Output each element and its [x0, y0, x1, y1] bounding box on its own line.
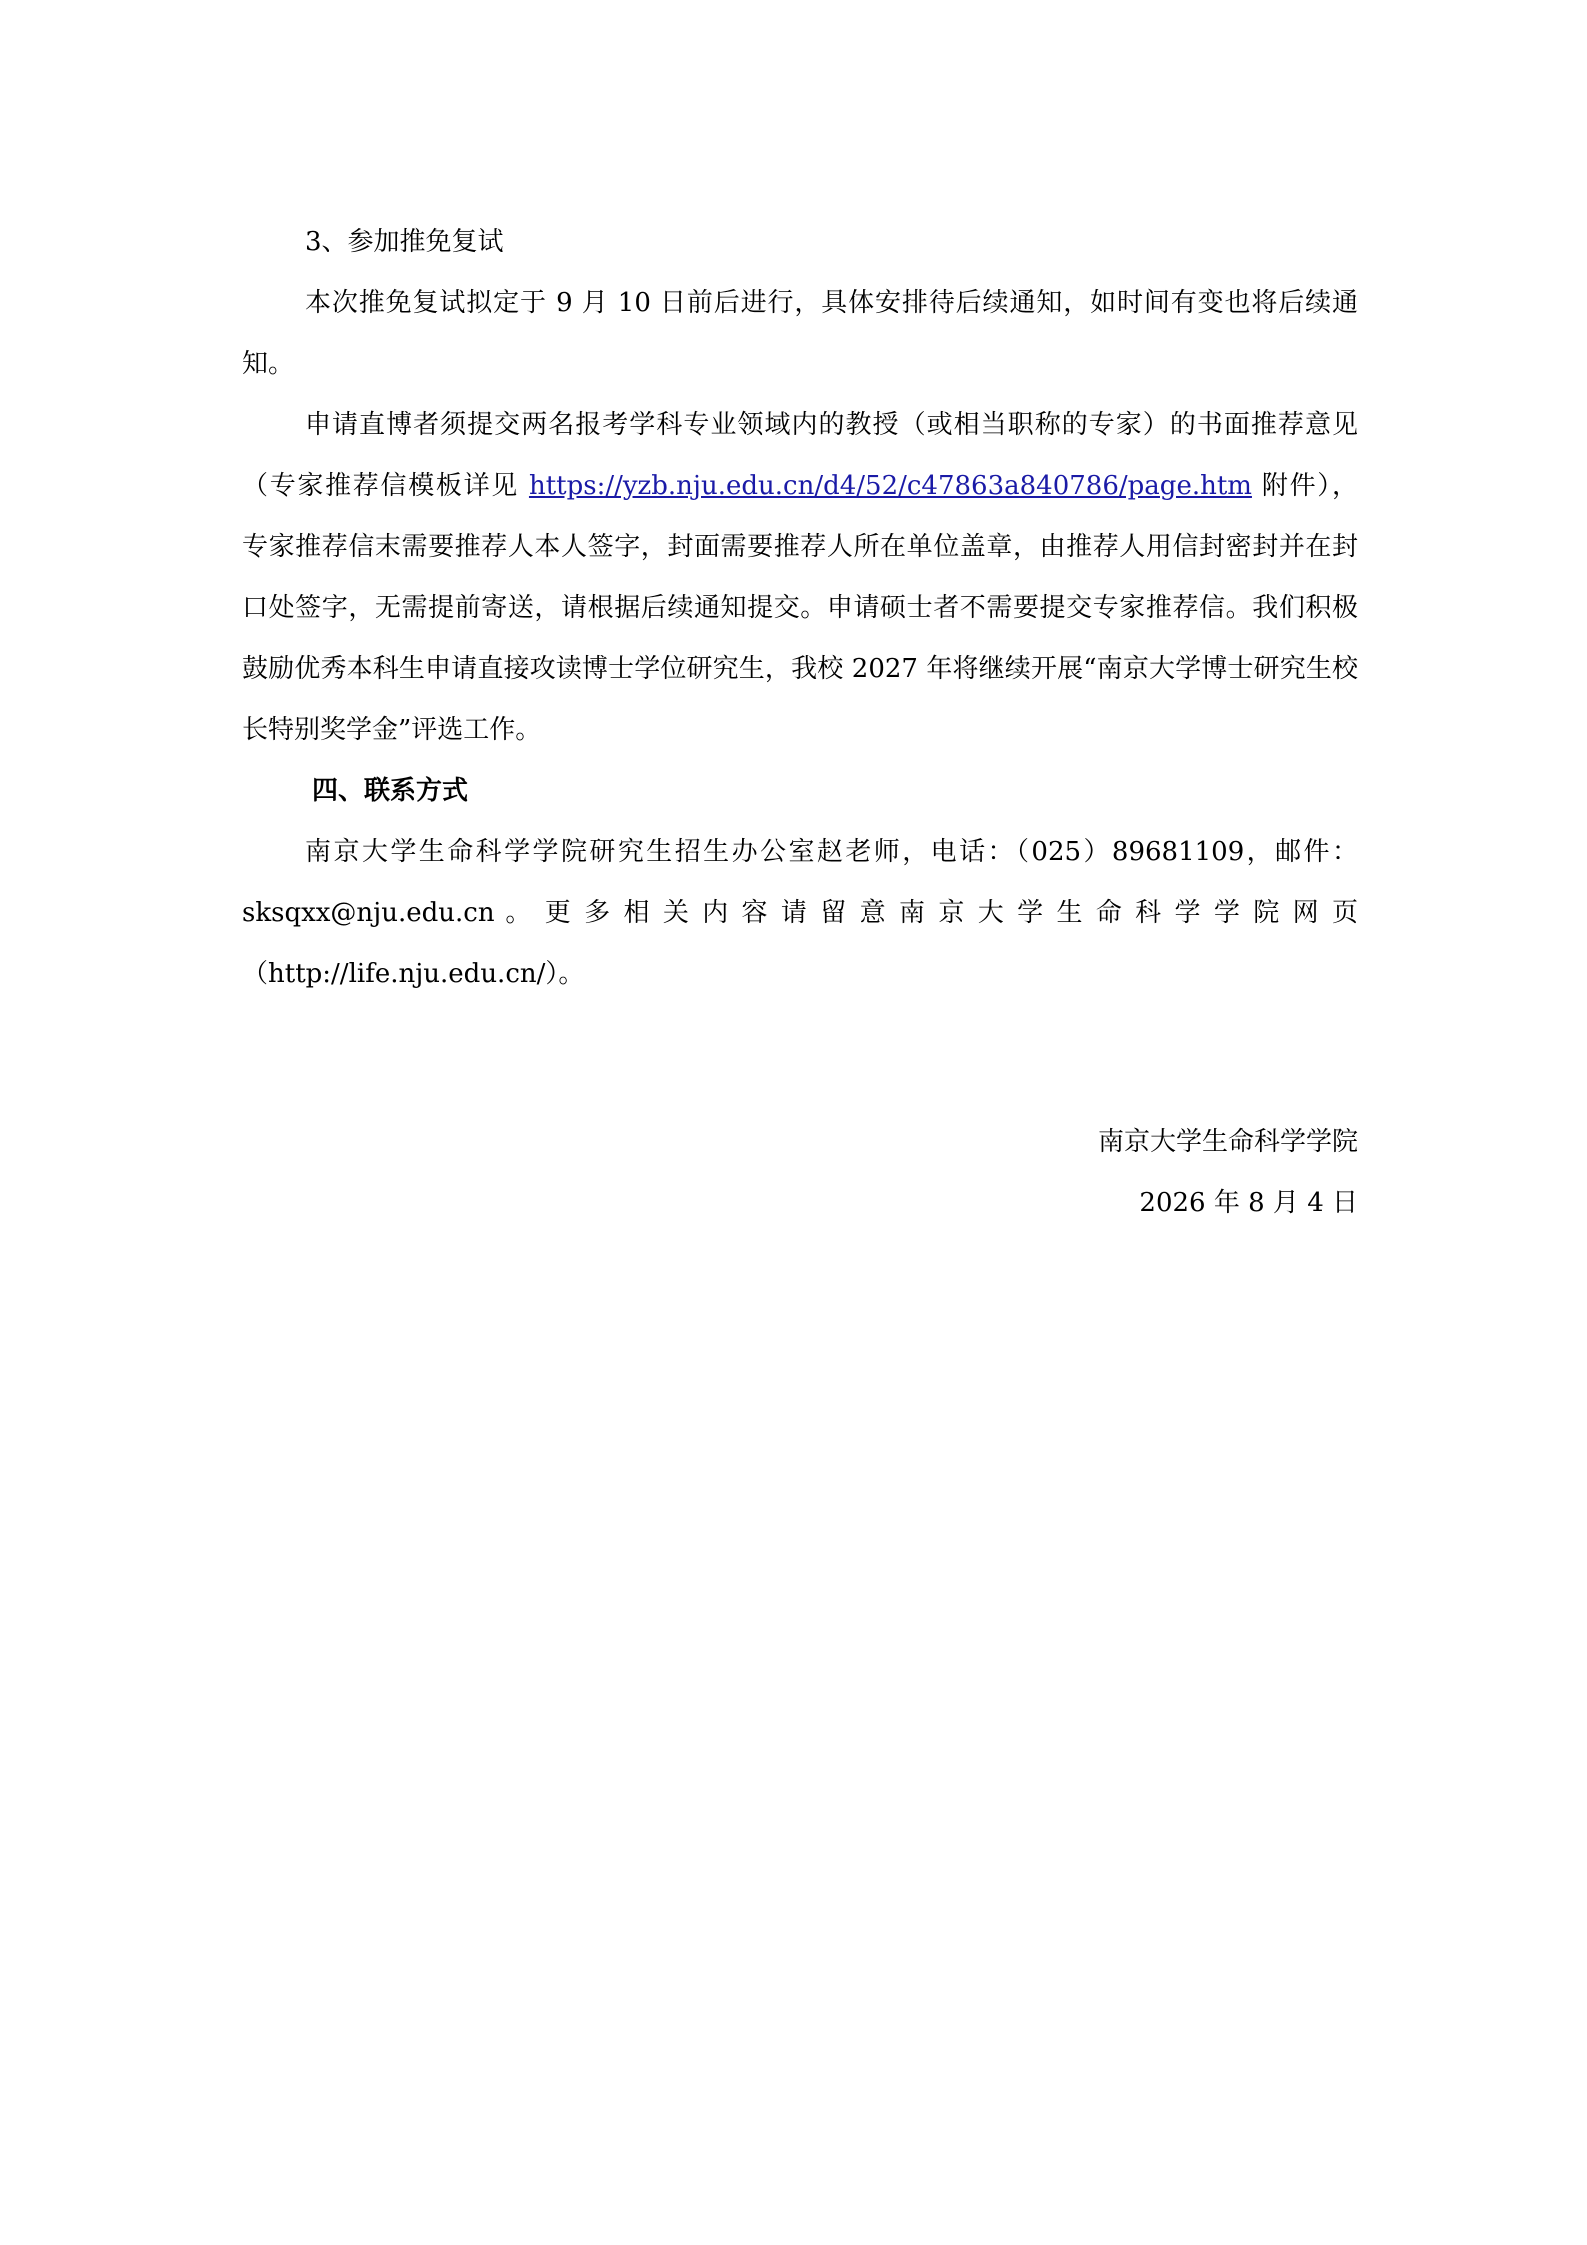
recommendation-text-after-link: 附件），专家推荐信末需要推荐人本人签字，封面需要推荐人所在单位盖章，由推荐人用信封密封并在封口处签字，无需提前寄送，请根据后续通知提交。申请硕士者不需要提交专家推荐信。我们积极鼓励优秀本科生申请直接攻读博士学位研究生，我校 2027 年将继续开展“南京大学博士研究生校长特别奖学金”评选工作。 — [242, 471, 1359, 745]
contact-line: 南京大学生命科学学院研究生招生办公室赵老师，电话：（025）89681109，邮件： — [305, 837, 1358, 867]
website-line: （http://life.nju.edu.cn/）。 — [242, 959, 585, 989]
recommendation-template-link[interactable]: https://yzb.nju.edu.cn/d4/52/c47863a840786/page.htm — [528, 471, 1252, 501]
signature-org: 南京大学生命科学学院 — [1097, 1127, 1358, 1157]
email-line: sksqxx@nju.edu.cn 。 更 多 相 关 内 容 请 留 意 南 京 大 学 生 命 科 学 学 院 网 页 — [242, 898, 1358, 928]
recommendation-letter-paragraph — [242, 395, 1358, 761]
section-4-title: 四、联系方式 — [312, 776, 469, 806]
retest-schedule-paragraph: 本次推免复试拟定于 9 月 10 日前后进行，具体安排待后续通知，如时间有变也将后续通知。 — [242, 288, 1358, 379]
signature-block — [758, 1112, 1358, 1234]
section-3-title: 3、参加推免复试 — [305, 227, 504, 257]
signature-date: 2026 年 8 月 4 日 — [1139, 1188, 1358, 1218]
document-body — [242, 212, 1358, 1005]
recommendation-text-before-link: 申请直博者须提交两名报考学科专业领域内的教授（或相当职称的专家）的书面推荐意见（专家推荐信模板详见 — [242, 410, 1358, 501]
